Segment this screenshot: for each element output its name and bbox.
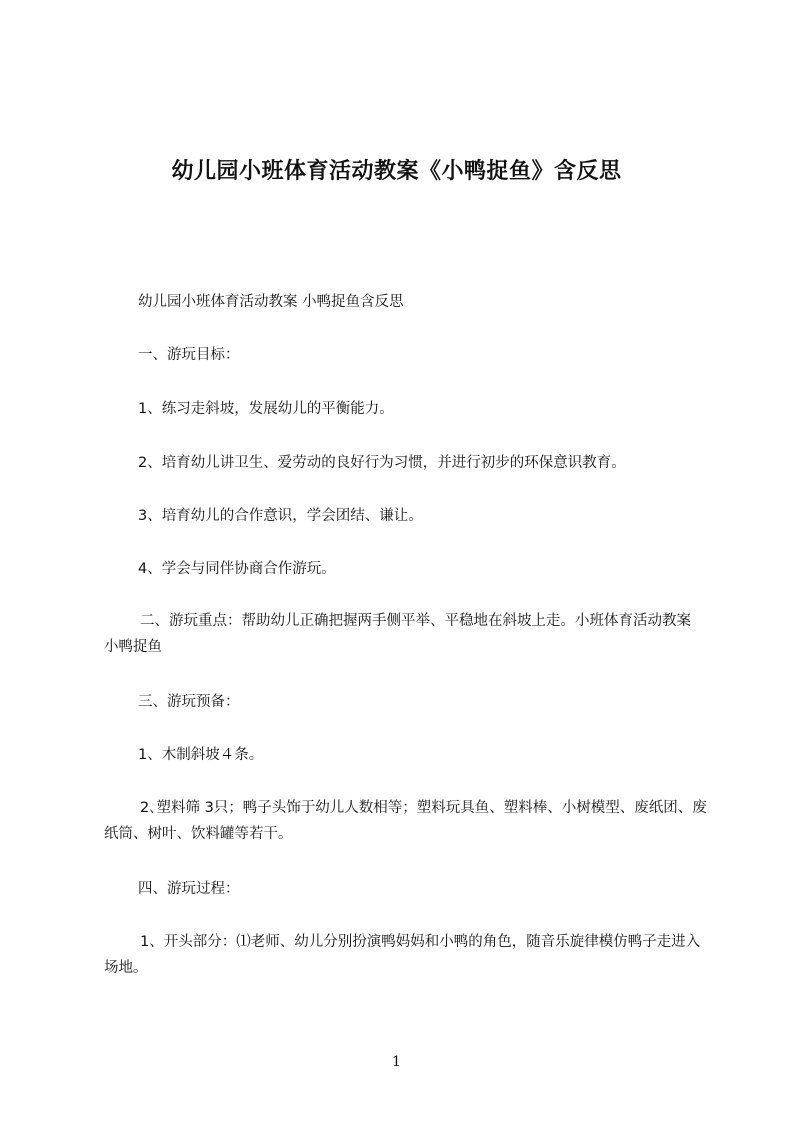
goal-item-4: 4、学会与同伴协商合作游玩。 (138, 561, 336, 577)
page-number: 1 (392, 1054, 401, 1070)
goal-item-1: 1、练习走斜坡，发展幼儿的平衡能力。 (138, 401, 394, 417)
goal-item-3: 3、培育幼儿的合作意识，学会团结、谦让。 (138, 508, 423, 524)
subtitle-paragraph: 幼儿园小班体育活动教案 小鸭捉鱼含反思 (138, 294, 404, 310)
section-heading-preparation: 三、游玩预备： (138, 694, 240, 710)
section-heading-goals: 一、游玩目标： (138, 347, 240, 363)
section-heading-process: 四、游玩过程： (138, 881, 240, 897)
document-title: 幼儿园小班体育活动教案《小鸭捉鱼》含反思 (171, 158, 622, 184)
goal-item-2: 2、培育幼儿讲卫生、爱劳动的良好行为习惯，并进行初步的环保意识教育。 (138, 455, 626, 471)
preparation-item-2: 2､塑料筛 3只；鸭子头饰于幼儿人数相等；塑料玩具鱼、塑料棒、小树模型、废纸团、废纸筒、树叶、饮料罐等若干。 (104, 800, 707, 842)
preparation-item-1: 1、木制斜坡４条。 (138, 747, 264, 763)
section-key-points: 二、游玩重点：帮助幼儿正确把握两手侧平举、平稳地在斜坡上走。小班体育活动教案 小鸭捉鱼 (104, 613, 691, 655)
process-item-1: 1、开头部分：⑴老师、幼儿分别扮演鸭妈妈和小鸭的角色，随音乐旋律模仿鸭子走进入场地。 (104, 934, 701, 976)
